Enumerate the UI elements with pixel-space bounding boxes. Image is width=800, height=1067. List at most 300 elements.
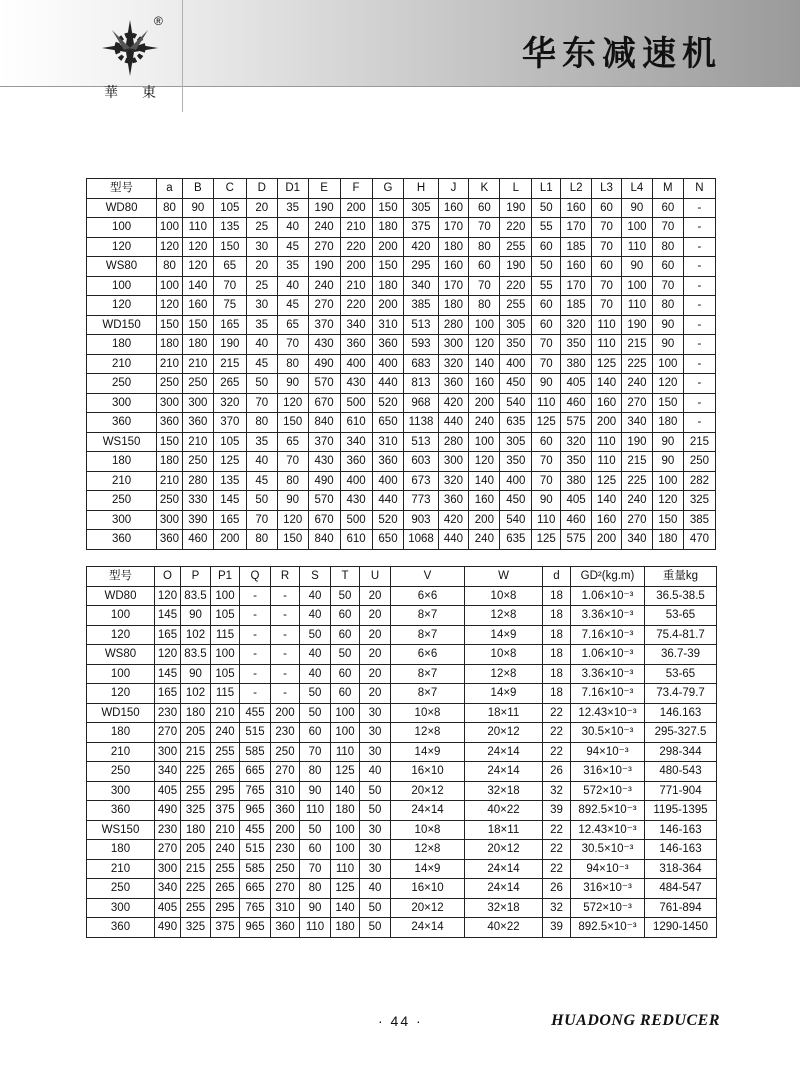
table-cell: 35 [246,315,277,335]
table-cell: 20×12 [465,723,543,743]
table-cell: 180 [438,296,469,316]
table-cell: 150 [372,198,404,218]
table-cell: 180 [181,820,211,840]
model-cell: 100 [87,218,157,238]
table-cell: 45 [277,296,308,316]
column-header: E [308,179,340,199]
table-cell: 75 [213,296,246,316]
table-cell: 513 [404,432,438,452]
table-cell: 50 [246,491,277,511]
table-cell: 145 [155,606,181,626]
table-cell: 265 [213,374,246,394]
table-cell: 460 [561,510,592,530]
table-cell: - [271,664,300,684]
table-cell: 105 [213,198,246,218]
table-cell: 282 [683,471,715,491]
table-cell: 300 [155,859,181,879]
table-cell: 185 [561,237,592,257]
table-cell: 220 [340,296,372,316]
table-cell: 145 [213,491,246,511]
table-cell: 320 [561,432,592,452]
table-cell: 30.5×10⁻³ [571,723,645,743]
table-cell: 70 [532,354,561,374]
table-cell: 225 [621,471,652,491]
column-header: O [155,567,181,587]
table-cell: 125 [532,530,561,550]
table-cell: 18 [543,684,571,704]
brand-title-en: HUADONG REDUCER [551,1012,720,1029]
table-cell: 50 [360,801,391,821]
table-cell: 20 [360,664,391,684]
table-cell: 105 [211,664,240,684]
table-cell: 22 [543,742,571,762]
column-header: T [331,567,360,587]
model-cell: 210 [87,471,157,491]
model-cell: 100 [87,664,155,684]
dimension-table-2 [86,566,717,938]
table-cell: 300 [182,393,213,413]
table-cell: 90 [532,491,561,511]
table-cell: 200 [372,237,404,257]
table-cell: 340 [621,530,652,550]
table-cell: 295-327.5 [645,723,717,743]
table-cell: 330 [182,491,213,511]
table-cell: 12×8 [391,723,465,743]
table-cell: 320 [561,315,592,335]
table-cell: 360 [271,801,300,821]
table-cell: 440 [372,374,404,394]
table-cell: 18 [543,645,571,665]
table-cell: 100 [157,218,183,238]
table-cell: 10×8 [465,586,543,606]
table-cell: 60 [532,315,561,335]
table-cell: 80 [246,530,277,550]
table-cell: 70 [532,452,561,472]
table-cell: 240 [211,840,240,860]
model-cell: 180 [87,723,155,743]
table-cell: 90 [652,452,683,472]
table-cell: 40 [300,586,331,606]
table-cell: 318-364 [645,859,717,879]
table-cell: 350 [561,452,592,472]
table-cell: 50 [360,898,391,918]
table-cell: 360 [340,452,372,472]
table-cell: 60 [592,257,622,277]
table-cell: 190 [308,198,340,218]
table-cell: 180 [438,237,469,257]
table-cell: 360 [438,374,469,394]
table-cell: 36.5-38.5 [645,586,717,606]
column-header: L1 [532,179,561,199]
table-row [87,530,716,550]
table-cell: 24×14 [465,762,543,782]
column-header: S [300,567,331,587]
table-cell: 210 [157,471,183,491]
table-cell: 230 [155,820,181,840]
table-cell: 310 [271,781,300,801]
table-cell: 75.4-81.7 [645,625,717,645]
table-cell: 18×11 [465,820,543,840]
brand-title-cn: 华东减速机 [522,34,722,74]
table-cell: 255 [500,237,532,257]
table-cell: 240 [621,374,652,394]
table-cell: 670 [308,510,340,530]
table-cell: 102 [181,625,211,645]
table-cell: 94×10⁻³ [571,742,645,762]
table-cell: 125 [331,879,360,899]
table-row [87,198,716,218]
table-cell: 150 [182,315,213,335]
table-cell: 32×18 [465,781,543,801]
table-cell: 455 [240,703,271,723]
table-cell: 105 [211,606,240,626]
table-cell: 18 [543,664,571,684]
table-cell: 22 [543,840,571,860]
table-cell: 250 [157,374,183,394]
table-cell: 185 [561,296,592,316]
table-cell: 160 [592,510,622,530]
table-cell: 420 [438,393,469,413]
table-cell: 3.36×10⁻³ [571,664,645,684]
table-cell: 385 [404,296,438,316]
table-cell: 22 [543,703,571,723]
table-cell: 300 [155,742,181,762]
table-cell: 400 [340,471,372,491]
table-cell: 83.5 [181,645,211,665]
table-cell: 40 [277,218,308,238]
table-cell: 325 [181,801,211,821]
table-cell: 180 [157,452,183,472]
table-cell: 100 [331,820,360,840]
table-cell: 30 [360,840,391,860]
table-cell: 840 [308,530,340,550]
table-cell: 180 [331,918,360,938]
table-cell: 225 [181,762,211,782]
table-row [87,296,716,316]
table-cell: 45 [246,354,277,374]
table-cell: 24×14 [391,801,465,821]
table-cell: 150 [372,257,404,277]
table-cell: 200 [469,393,500,413]
table-cell: 80 [652,237,683,257]
model-cell: 300 [87,393,157,413]
table-cell: 60 [331,684,360,704]
table-cell: 30 [246,237,277,257]
table-row [87,257,716,277]
table-cell: 513 [404,315,438,335]
model-cell: WD150 [87,315,157,335]
table-cell: 430 [340,374,372,394]
table-cell: 20 [360,645,391,665]
table-cell: 125 [592,471,622,491]
table-cell: 470 [683,530,715,550]
table-cell: 110 [621,296,652,316]
table-cell: 570 [308,374,340,394]
table-cell: 80 [277,354,308,374]
table-cell: 50 [331,645,360,665]
logo-char-right: 東 [142,85,156,101]
table-cell: 340 [155,762,181,782]
table-cell: 405 [561,374,592,394]
table-cell: 480-543 [645,762,717,782]
table-cell: 350 [500,452,532,472]
table-cell: 8×7 [391,625,465,645]
table-row [87,918,717,938]
model-cell: WS150 [87,820,155,840]
table-cell: 135 [213,471,246,491]
table-cell: 370 [308,315,340,335]
table-cell: 120 [469,335,500,355]
table-cell: 6×6 [391,586,465,606]
table-cell: - [240,664,271,684]
table-cell: 12×8 [465,664,543,684]
column-header: L3 [592,179,622,199]
table-cell: 110 [592,335,622,355]
table-cell: 120 [182,257,213,277]
model-cell: WS80 [87,257,157,277]
table-cell: - [271,586,300,606]
table-cell: 1195-1395 [645,801,717,821]
table-cell: 665 [240,879,271,899]
table-cell: 360 [340,335,372,355]
table-cell: 180 [181,703,211,723]
table-cell: 135 [213,218,246,238]
table-cell: 340 [155,879,181,899]
model-cell: WS80 [87,645,155,665]
table-cell: 270 [271,879,300,899]
table-cell: 115 [211,625,240,645]
column-header: G [372,179,404,199]
table-cell: 572×10⁻³ [571,781,645,801]
table-cell: 150 [277,413,308,433]
table-cell: 316×10⁻³ [571,879,645,899]
table-cell: 280 [438,315,469,335]
table-cell: 160 [561,198,592,218]
table-cell: 65 [213,257,246,277]
table-cell: 593 [404,335,438,355]
model-cell: 300 [87,898,155,918]
table-cell: 965 [240,918,271,938]
table-cell: 18 [543,586,571,606]
table-row [87,374,716,394]
table-cell: 300 [157,393,183,413]
table-cell: 146-163 [645,820,717,840]
table-cell: 100 [469,432,500,452]
table-cell: 215 [683,432,715,452]
table-cell: 45 [246,471,277,491]
table-cell: 603 [404,452,438,472]
table-cell: 90 [277,491,308,511]
table-cell: 635 [500,413,532,433]
table-cell: 80 [300,762,331,782]
model-cell: 210 [87,859,155,879]
table-cell: 20 [360,606,391,626]
table-cell: 140 [182,276,213,296]
table-row [87,393,716,413]
column-header: M [652,179,683,199]
table-cell: 30 [360,820,391,840]
table-cell: 490 [155,801,181,821]
table-cell: 60 [652,198,683,218]
table-cell: 50 [360,918,391,938]
table-cell: 310 [372,315,404,335]
table-cell: 55 [532,218,561,238]
table-cell: 24×14 [465,742,543,762]
table-cell: 45 [277,237,308,257]
table-cell: 120 [157,237,183,257]
column-header: GD²(kg.m) [571,567,645,587]
company-logo [98,14,188,101]
table-cell: 20×12 [391,898,465,918]
column-header: a [157,179,183,199]
table-cell: - [271,684,300,704]
table-row [87,723,717,743]
table-cell: 40×22 [465,801,543,821]
table-cell: 180 [372,276,404,296]
table-cell: 70 [469,218,500,238]
table-cell: 400 [372,354,404,374]
table-cell: 70 [532,471,561,491]
table-cell: 515 [240,723,271,743]
model-cell: WS150 [87,432,157,452]
table-cell: 90 [652,432,683,452]
table-cell: 360 [271,918,300,938]
table-cell: 450 [500,491,532,511]
table-cell: 305 [500,315,532,335]
table-cell: 761-894 [645,898,717,918]
table-cell: 298-344 [645,742,717,762]
table-cell: 146-163 [645,840,717,860]
table-cell: 210 [211,703,240,723]
table-cell: 120 [469,452,500,472]
table-cell: 765 [240,898,271,918]
page-number: · 44 · [378,1013,423,1029]
table-cell: 110 [621,237,652,257]
table-cell: 110 [300,918,331,938]
table-row [87,510,716,530]
table-cell: 50 [532,198,561,218]
table-cell: 70 [213,276,246,296]
table-cell: 225 [621,354,652,374]
table-cell: 575 [561,413,592,433]
table-cell: 170 [561,218,592,238]
table-cell: 250 [157,491,183,511]
table-cell: 370 [213,413,246,433]
table-cell: 255 [181,781,211,801]
column-header: F [340,179,372,199]
table-cell: 140 [592,374,622,394]
table-cell: 325 [181,918,211,938]
column-header: P [181,567,211,587]
model-cell: 360 [87,801,155,821]
table-cell: 30 [360,742,391,762]
table-cell: 40 [300,606,331,626]
table-cell: - [240,684,271,704]
table-cell: 39 [543,801,571,821]
table-cell: 440 [438,413,469,433]
table-cell: 40 [300,664,331,684]
table-cell: 25 [246,218,277,238]
table-cell: 40 [300,645,331,665]
table-cell: 340 [621,413,652,433]
table-cell: 18×11 [465,703,543,723]
table-cell: - [271,625,300,645]
table-cell: 240 [308,276,340,296]
table-cell: 683 [404,354,438,374]
table-cell: 200 [271,820,300,840]
table-cell: 270 [621,510,652,530]
table-cell: 40 [277,276,308,296]
model-cell: 360 [87,530,157,550]
table-cell: 320 [438,471,469,491]
table-cell: 12×8 [465,606,543,626]
table-cell: 892.5×10⁻³ [571,918,645,938]
table-cell: 572×10⁻³ [571,898,645,918]
table-cell: 100 [157,276,183,296]
table-cell: 80 [469,237,500,257]
table-cell: 40 [246,335,277,355]
table-cell: 190 [621,432,652,452]
table-cell: - [683,413,715,433]
table1-header-row [87,179,716,199]
table-cell: 25 [246,276,277,296]
column-header: Q [240,567,271,587]
table-cell: 150 [157,315,183,335]
table-cell: 125 [331,762,360,782]
table-cell: 110 [331,859,360,879]
table-cell: 140 [592,491,622,511]
table-cell: 50 [246,374,277,394]
table-cell: 200 [592,530,622,550]
table-cell: 140 [331,781,360,801]
column-header: R [271,567,300,587]
table-cell: 39 [543,918,571,938]
table-cell: 20 [360,625,391,645]
table-cell: 250 [271,859,300,879]
model-cell: 120 [87,296,157,316]
table-cell: 30 [246,296,277,316]
column-header: d [543,567,571,587]
table-cell: 60 [532,296,561,316]
table-cell: 650 [372,413,404,433]
table-cell: 220 [500,218,532,238]
table-cell: 80 [277,471,308,491]
table-cell: 8×7 [391,664,465,684]
table-cell: 6×6 [391,645,465,665]
table-cell: 430 [308,452,340,472]
table-cell: 60 [331,625,360,645]
table-cell: 18 [543,625,571,645]
table-cell: 90 [182,198,213,218]
table-cell: 50 [300,703,331,723]
table-cell: 115 [211,684,240,704]
table-cell: 375 [404,218,438,238]
table-cell: 90 [532,374,561,394]
table-cell: 200 [592,413,622,433]
table-cell: 205 [181,723,211,743]
table-cell: 30 [360,859,391,879]
table-cell: 180 [652,413,683,433]
table-cell: - [683,296,715,316]
table-cell: 12×8 [391,840,465,860]
table-cell: - [683,198,715,218]
column-header: 型号 [87,567,155,587]
table-cell: 320 [438,354,469,374]
table-cell: 773 [404,491,438,511]
table-cell: 316×10⁻³ [571,762,645,782]
table-cell: 80 [246,413,277,433]
table-cell: 100 [469,315,500,335]
